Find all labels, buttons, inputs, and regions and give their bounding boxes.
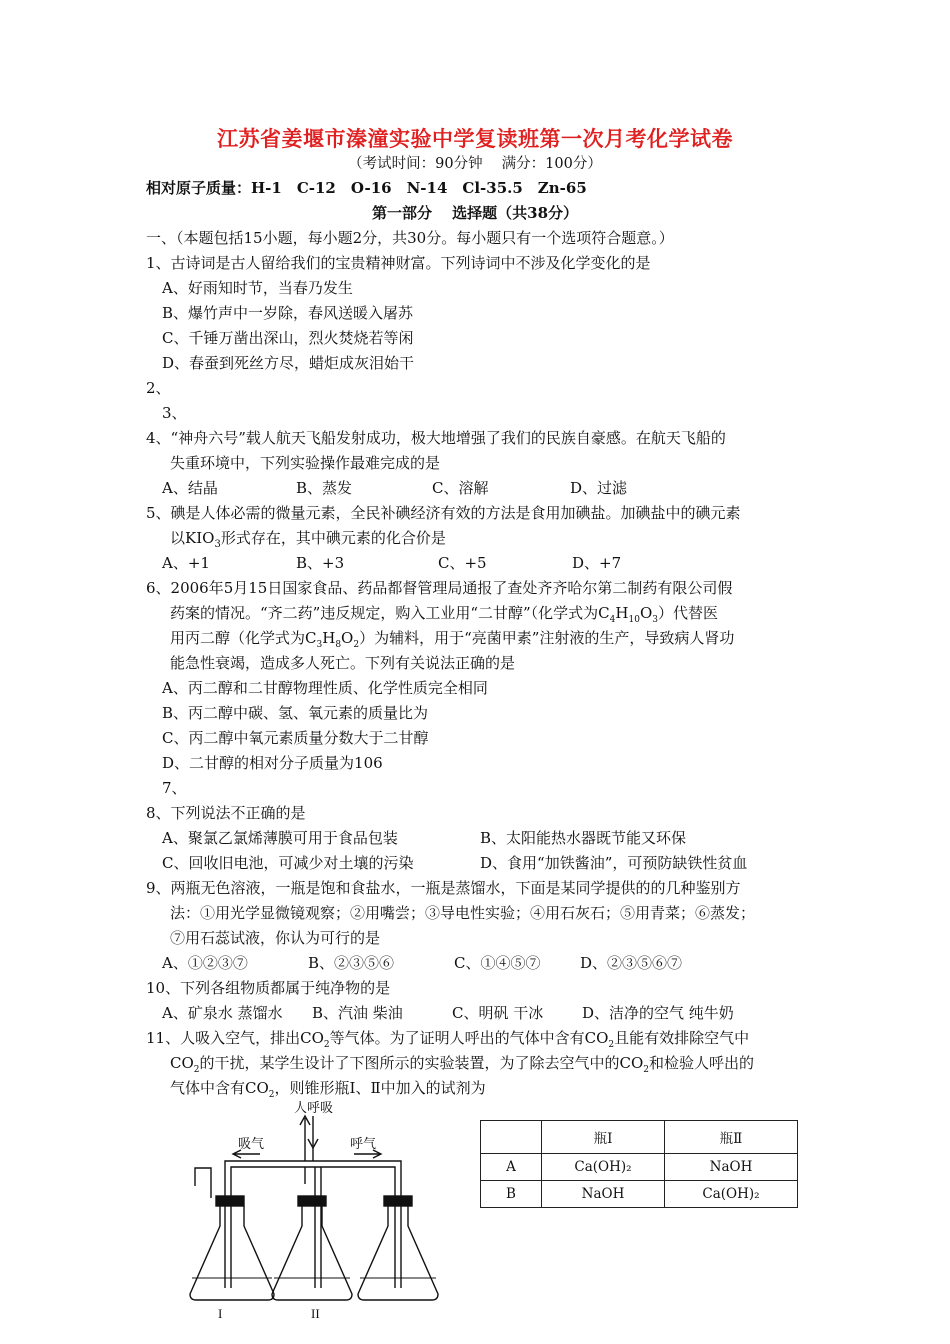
- q5-stem-line1: 5、碘是人体必需的微量元素，全民补碘经济有效的方法是食用加碘盐。加碘盐中的碘元素: [146, 504, 741, 522]
- table-row: [481, 1154, 798, 1181]
- q5-options: [162, 553, 621, 573]
- table-cell: NaOH: [542, 1181, 665, 1208]
- q6-stem-line2: 药案的情况。“齐二药”违反规定，购入工业用“二甘醇”（化学式为$C_4H_{10}O_3$）代替医: [170, 604, 718, 625]
- q4-option-d: D、过滤: [570, 479, 628, 497]
- table-cell: Ca(OH)₂: [542, 1154, 665, 1181]
- q5-option-a: A、+1: [162, 554, 210, 572]
- q8-option-c: C、回收旧电池，可减少对土壤的污染: [162, 854, 414, 872]
- flask2-label: II: [311, 1306, 320, 1321]
- q6-stem-line3: 用丙二醇（化学式为$C_3H_8O_2$）为辅料，用于“亮菌甲素”注射液的生产，导致病人肾功: [170, 629, 735, 650]
- q11-stem-line1: 11、人吸入空气，排出$CO_2$等气体。为了证明人呼出的气体中含有$CO_2$且能有效排除空气中: [146, 1029, 750, 1050]
- diagram-label-out: 呼气: [350, 1136, 377, 1151]
- q8-options-row1: [162, 828, 686, 848]
- q8-option-a: A、聚氯乙氯烯薄膜可用于食品包装: [162, 829, 398, 847]
- q4-options: [162, 478, 627, 498]
- q1-stem: 1、古诗词是古人留给我们的宝贵精神财富。下列诗词中不涉及化学变化的是: [146, 254, 651, 272]
- flask2-body: [272, 1206, 352, 1300]
- q2-stem: 2、: [146, 379, 171, 397]
- q9-stem-line2: 法：①用光学显微镜观察；②用嘴尝；③导电性实验；④用石灰石；⑤用青菜；⑥蒸发；: [170, 904, 756, 922]
- q10-option-a: A、矿泉水 蒸馏水: [162, 1004, 283, 1022]
- flask1-stopper: [216, 1196, 244, 1206]
- q8-options-row2: [162, 853, 747, 873]
- atomic-mass-line: 相对原子质量：H-1 C-12 O-16 N-14 Cl-35.5 Zn-65: [146, 179, 587, 197]
- q5-stem-line2: 以$KIO_3$形式存在，其中碘元素的化合价是: [170, 529, 446, 550]
- q9-options: [162, 953, 682, 973]
- q9-stem-line1: 9、两瓶无色溶液，一瓶是饱和食盐水，一瓶是蒸馏水，下面是某同学提供的的几种鉴别方: [146, 879, 741, 897]
- q10-option-b: B、汽油 柴油: [312, 1004, 403, 1022]
- table-cell: A: [481, 1154, 542, 1181]
- flask3-stopper: [384, 1196, 412, 1206]
- q5-option-b: B、+3: [296, 554, 345, 572]
- part1-heading: 第一部分 选择题（共38分）: [371, 204, 579, 222]
- table-cell: B: [481, 1181, 542, 1208]
- table-header-cell: 瓶Ⅰ: [542, 1121, 665, 1154]
- q6-stem-line1: 6、2006年5月15日国家食品、药品都督管理局通报了查处齐齐哈尔第二制药有限公司假: [146, 579, 733, 597]
- q6-option-a: A、丙二醇和二甘醇物理性质、化学性质完全相同: [162, 679, 488, 697]
- q1-option-c: C、千锤万凿出深山，烈火焚烧若等闲: [162, 329, 414, 347]
- q5-option-c: C、+5: [438, 554, 487, 572]
- flask3-body: [358, 1206, 438, 1300]
- q10-option-c: C、明矾 干冰: [452, 1004, 544, 1022]
- q9-stem-line3: ⑦用石蕊试液，你认为可行的是: [170, 929, 381, 947]
- q9-option-c: C、①④⑤⑦: [454, 954, 541, 972]
- q10-option-d: D、洁净的空气 纯牛奶: [582, 1004, 734, 1022]
- q9-option-b: B、②③⑤⑥: [308, 954, 395, 972]
- table-header-row: [481, 1121, 798, 1154]
- q6-option-d: D、二甘醇的相对分子质量为106: [162, 754, 383, 772]
- q6-option-b: B、丙二醇中碳、氢、氧元素的质量比为: [162, 704, 429, 722]
- table-cell: Ca(OH)₂: [665, 1181, 798, 1208]
- q8-option-d: D、食用“加铁酱油”，可预防缺铁性贫血: [480, 854, 748, 872]
- table-header-cell: [481, 1121, 542, 1154]
- q4-option-c: C、溶解: [432, 479, 489, 497]
- left-intake-tube: [195, 1168, 211, 1198]
- tube-outer: [225, 1161, 401, 1186]
- q8-stem: 8、下列说法不正确的是: [146, 804, 306, 822]
- table-cell: NaOH: [665, 1154, 798, 1181]
- q11-stem-line2: $CO_2$的干扰，某学生设计了下图所示的实验装置，为了除去空气中的$CO_2$和检验人呼出的: [170, 1054, 755, 1075]
- section1-intro: 一、（本题包括15小题，每小题2分，共30分。每小题只有一个选项符合题意。）: [146, 229, 674, 247]
- flask1-body: [190, 1206, 274, 1300]
- diagram-label-top: 人呼吸: [294, 1100, 334, 1115]
- q6-stem-line4: 能急性衰竭，造成多人死亡。下列有关说法正确的是: [170, 654, 516, 672]
- tube-inner: [231, 1167, 395, 1186]
- flask1-label: I: [218, 1306, 223, 1321]
- q7-stem: 7、: [162, 779, 187, 797]
- q1-option-a: A、好雨知时节，当春乃发生: [162, 279, 353, 297]
- q4-option-b: B、蒸发: [296, 479, 353, 497]
- exam-subtitle: （考试时间：90分钟 满分：100分）: [348, 156, 602, 172]
- exam-title: 江苏省姜堰市溱潼实验中学复读班第一次月考化学试卷: [217, 126, 733, 151]
- q4-stem-line2: 失重环境中，下列实验操作最难完成的是: [170, 454, 441, 472]
- q8-option-b: B、太阳能热水器既节能又环保: [480, 829, 687, 847]
- q11-reagent-table: [480, 1120, 798, 1208]
- q6-option-c: C、丙二醇中氧元素质量分数大于二甘醇: [162, 729, 429, 747]
- q9-option-a: A、①②③⑦: [162, 954, 248, 972]
- table-row: [481, 1181, 798, 1208]
- diagram-label-in: 吸气: [238, 1136, 265, 1151]
- q5-option-d: D、+7: [572, 554, 622, 572]
- flask2-stopper: [298, 1196, 326, 1206]
- q10-stem: 10、下列各组物质都属于纯净物的是: [146, 979, 391, 997]
- q10-options: [162, 1003, 734, 1023]
- flask-apparatus-diagram: [178, 1098, 448, 1324]
- q3-stem: 3、: [162, 404, 187, 422]
- q9-option-d: D、②③⑤⑥⑦: [580, 954, 683, 972]
- q4-stem-line1: 4、“神舟六号”载人航天飞船发射成功，极大地增强了我们的民族自豪感。在航天飞船的: [146, 429, 726, 447]
- q1-option-b: B、爆竹声中一岁除，春风送暖入屠苏: [162, 304, 414, 322]
- table-header-cell: 瓶Ⅱ: [665, 1121, 798, 1154]
- q11-stem-line3: 气体中含有$CO_2$，则锥形瓶Ⅰ、Ⅱ中加入的试剂为: [170, 1079, 486, 1100]
- q4-option-a: A、结晶: [162, 479, 218, 497]
- q1-option-d: D、春蚕到死丝方尽，蜡炬成灰泪始干: [162, 354, 415, 372]
